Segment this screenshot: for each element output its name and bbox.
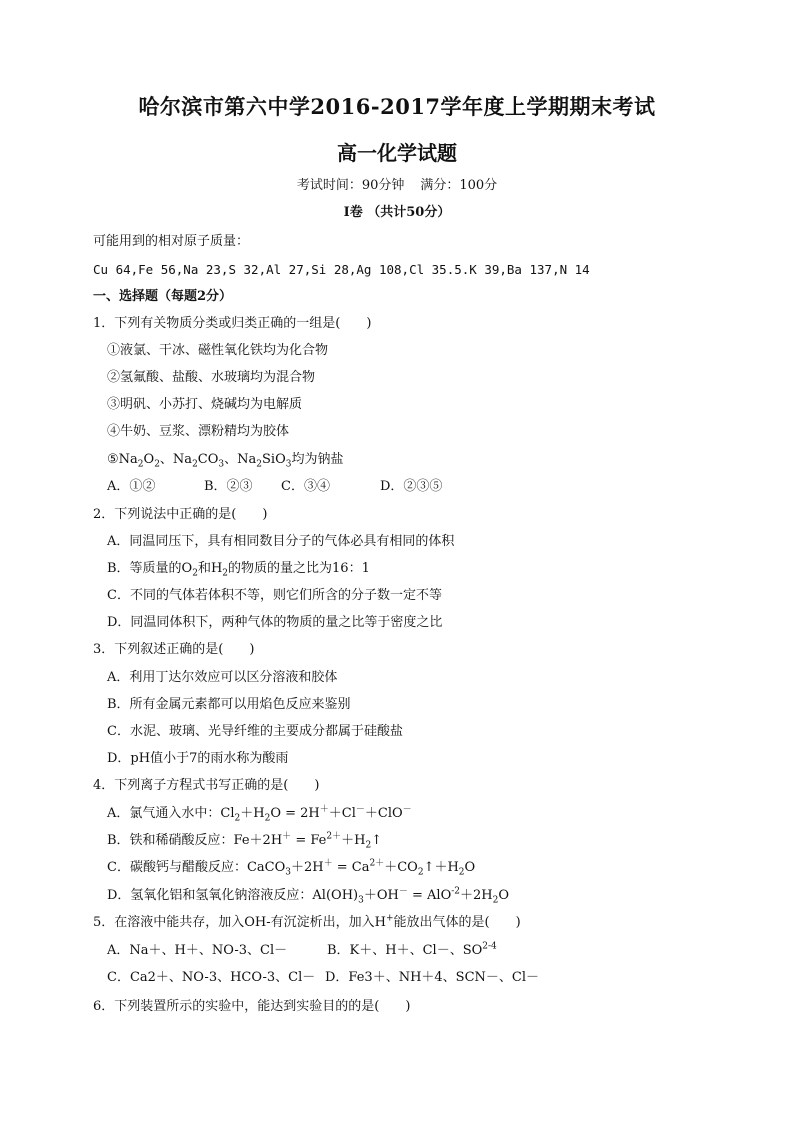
q1-item-5: $⑤Na_2O_2$、$Na_2CO_3$、$Na_2SiO_3$均为钠盐 [107, 452, 344, 470]
q5-stem: 5．在溶液中能共存，加入OH-有沉淀析出，加入H+能放出气体的是( ) [93, 913, 521, 930]
q3-option-d: D．pH值小于7的雨水称为酸雨 [107, 751, 289, 766]
exam-subtitle: 高一化学试题 [337, 141, 457, 165]
exam-time: 考试时间：90分钟 [296, 178, 405, 193]
q4-stem: 4．下列离子方程式书写正确的是( ) [93, 778, 320, 793]
q1-item-1: ①液氯、干冰、磁性氧化铁均为化合物 [107, 343, 329, 358]
q2-option-a: A．同温同压下，具有相同数目分子的气体必具有相同的体积 [107, 534, 455, 549]
atomic-mass-label: 可能用到的相对原子质量： [93, 234, 250, 249]
q5-options-cd [107, 968, 539, 988]
q4-option-c: C．碳酸钙与醋酸反应：CaCO$_3$＋2H＋ = $Ca^{2+}+CO_2↑+H_2O$ [107, 858, 476, 878]
q1-option-a: A．①② [107, 479, 156, 494]
q5-option-a: A．Na＋、H＋、NO-3、Cl－ [107, 943, 288, 958]
q3-option-a: A．利用丁达尔效应可以区分溶液和胶体 [107, 670, 338, 685]
full-score: 满分：100分 [420, 178, 498, 193]
exam-title: 哈尔滨市第六中学2016-2017学年度上学期期末考试 [138, 94, 656, 119]
q5-option-c: C．Ca2＋、NO-3、HCO-3、Cl－ [107, 970, 316, 985]
q5-option-d: D．Fe3＋、NH＋4、SCN－、Cl－ [325, 970, 540, 985]
q1-option-d: D．②③⑤ [380, 479, 443, 494]
q3-option-c: C．水泥、玻璃、光导纤维的主要成分都属于硅酸盐 [107, 724, 403, 739]
q1-options [107, 477, 442, 497]
q4-option-d: D．氢氧化铝和氢氧化钠溶液反应：$Al(OH)_3+OH^- = AlO^{-2}+2H_2O$ [107, 886, 510, 906]
q2-option-d: D．同温同体积下，两种气体的物质的量之比等于密度之比 [107, 615, 443, 630]
q4-option-b: B．铁和稀硝酸反应：$Fe+2H^+ = Fe^{2+}+H_2↑$ [107, 831, 383, 851]
q5-options-ab [107, 941, 497, 961]
q1-option-c: C．③④ [281, 479, 330, 494]
atomic-mass-values: Cu 64,Fe 56,Na 23,S 32,Al 27,Si 28,Ag 108,Cl 35.5.K 39,Ba 137,N 14 [93, 262, 590, 277]
q1-stem: 1．下列有关物质分类或归类正确的一组是( ) [93, 316, 372, 331]
q2-stem: 2．下列说法中正确的是( ) [93, 507, 268, 522]
q6-stem: 6．下列装置所示的实验中，能达到实验目的的是( ) [93, 999, 411, 1014]
q1-option-b: B．②③ [204, 479, 253, 494]
q1-item-2: ②氢氟酸、盐酸、水玻璃均为混合物 [107, 370, 316, 385]
exam-meta [0, 176, 794, 196]
q4-option-a: A．氯气通入水中：$Cl_2+H_2O = 2H^++Cl^-+ClO^-$ [107, 804, 412, 824]
q2-option-c: C．不同的气体若体积不等，则它们所含的分子数一定不等 [107, 588, 442, 603]
q3-option-b: B．所有金属元素都可以用焰色反应来鉴别 [107, 697, 351, 712]
q1-item-3: ③明矾、小苏打、烧碱均为电解质 [107, 397, 303, 412]
q3-stem: 3．下列叙述正确的是( ) [93, 642, 255, 657]
section-heading: 一、选择题（每题2分） [93, 289, 233, 304]
q1-item-4: ④牛奶、豆浆、漂粉精均为胶体 [107, 424, 290, 439]
part-heading: Ⅰ卷 （共计50分） [343, 205, 451, 220]
q5-option-b: B．K＋、H＋、Cl－、$SO^{2-4}$ [327, 941, 497, 958]
q2-option-b: B．等质量的$O_2$和$H_2$的物质的量之比为16：1 [107, 561, 370, 579]
